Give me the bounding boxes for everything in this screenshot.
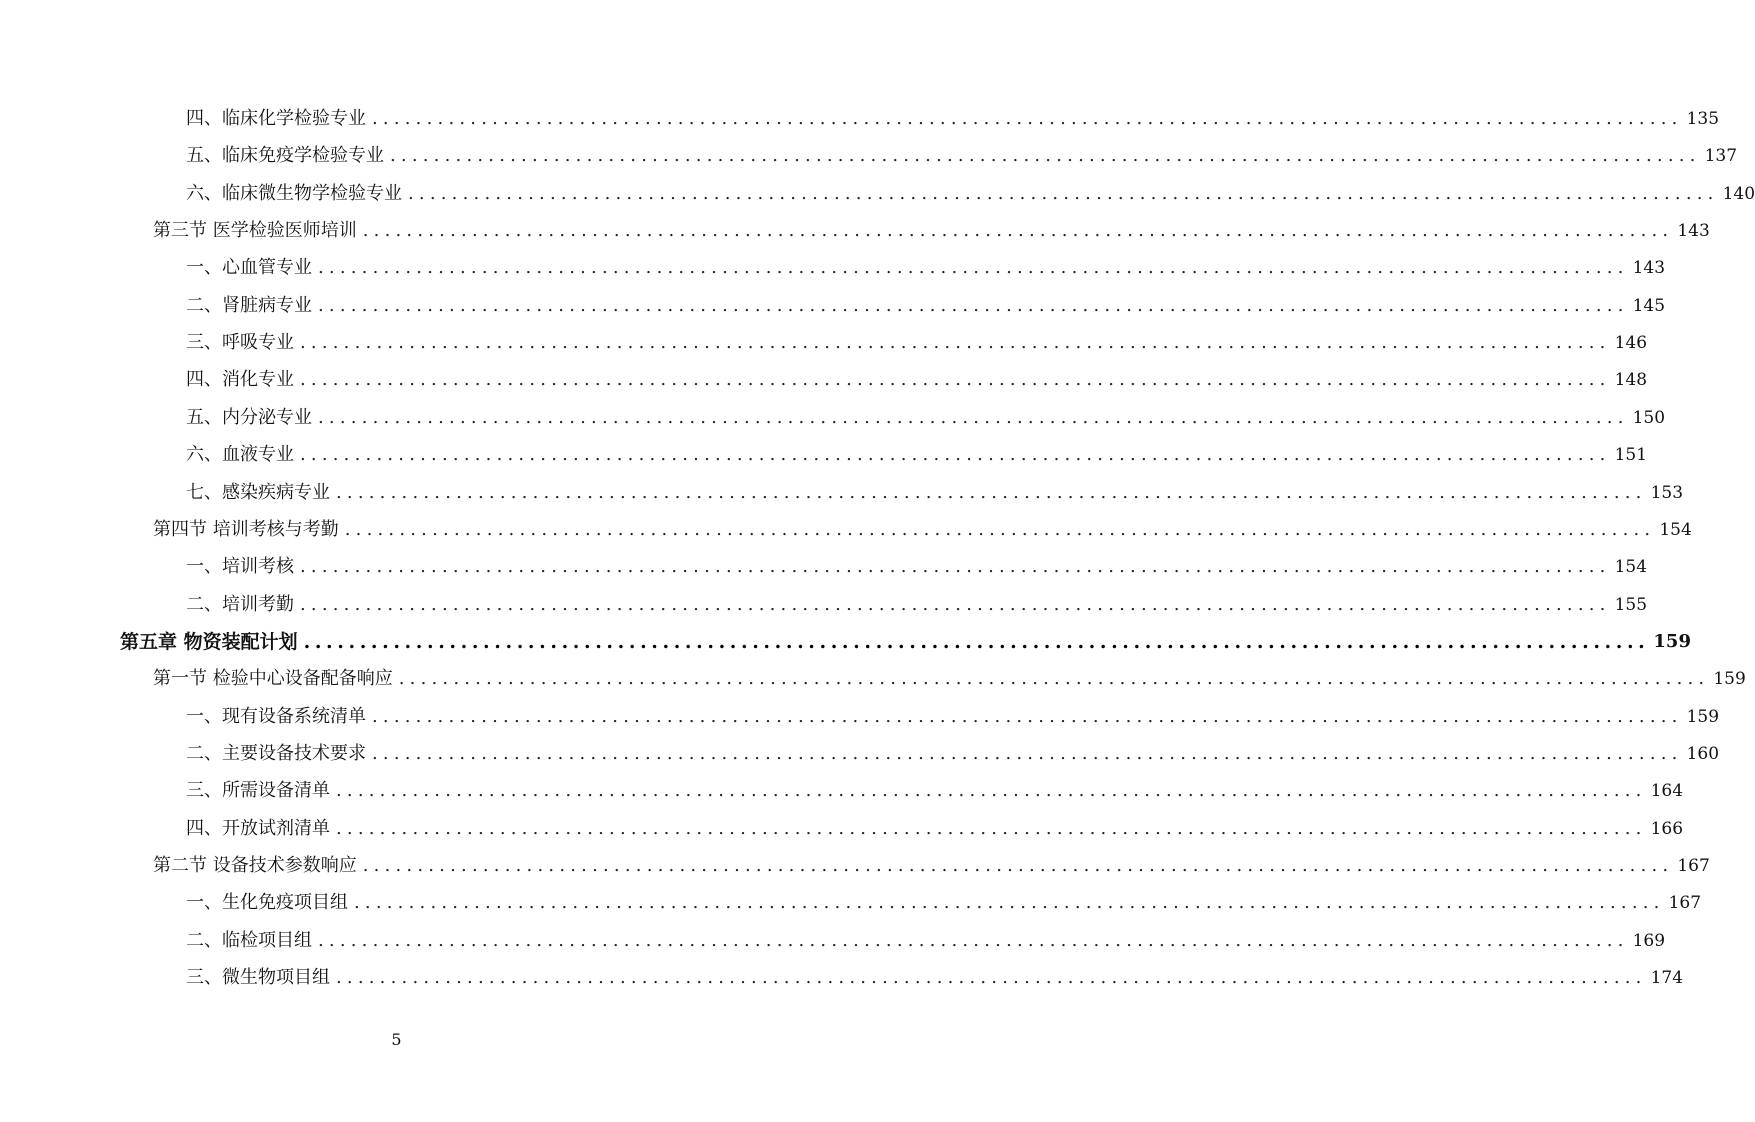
dot-leader: ........................................................................................................................ (372, 705, 1683, 727)
dot-leader: ........................................................................................................................ (318, 257, 1629, 279)
dot-leader: ........................................................................................................................ (318, 294, 1629, 316)
toc-entry-label: 第四节 培训考核与考勤 (153, 518, 339, 540)
toc-entry-page-number: 150 (1632, 407, 1666, 428)
toc-section-entry (153, 215, 1710, 247)
toc-entry-page-number: 135 (1686, 109, 1720, 129)
toc-entry-page-number: 164 (1650, 781, 1684, 802)
dot-leader: ........................................................................................................................ (354, 892, 1665, 914)
dot-leader: ........................................................................................................................ (372, 108, 1683, 129)
dot-leader: ........................................................................................................................ (344, 518, 1656, 540)
toc-entry-label: 五、内分泌专业 (186, 406, 312, 428)
toc-entry-page-number: 140 (1722, 183, 1755, 204)
toc-entry-label: 二、肾脏病专业 (186, 294, 312, 316)
toc-entry-label: 第一节 检验中心设备配备响应 (153, 668, 393, 690)
toc-entry-page-number: 167 (1677, 856, 1710, 876)
toc-entry-label: 六、临床微生物学检验专业 (186, 182, 402, 204)
toc-entry-page-number: 159 (1653, 630, 1691, 652)
toc-chapter-entry (120, 626, 1691, 658)
toc-item-entry (186, 962, 1684, 994)
toc-item-entry (186, 477, 1684, 509)
toc-item-entry (186, 252, 1666, 284)
toc-item-entry (186, 364, 1648, 396)
toc-entry-label: 一、现有设备系统清单 (186, 705, 366, 727)
toc-item-entry (186, 551, 1648, 583)
dot-leader: ........................................................................................................................ (336, 817, 1647, 839)
toc-entry-page-number: 169 (1632, 930, 1666, 951)
toc-section-entry (153, 850, 1710, 882)
toc-entry-page-number: 174 (1650, 968, 1684, 989)
dot-leader: ........................................................................................................................ (300, 444, 1611, 466)
toc-item-entry (186, 813, 1684, 845)
toc-entry-label: 一、培训考核 (186, 556, 294, 578)
toc-section-entry (153, 663, 1746, 695)
toc-entry-page-number: 137 (1704, 146, 1738, 167)
toc-item-entry (186, 887, 1702, 919)
dot-leader: ........................................................................................................................ (408, 182, 1719, 204)
toc-entry-label: 二、培训考勤 (186, 593, 294, 615)
toc-entry-page-number: 166 (1650, 818, 1684, 839)
dot-leader: ........................................................................................................................ (362, 220, 1674, 242)
toc-entry-label: 四、消化专业 (186, 369, 294, 391)
dot-leader: ........................................................................................................................ (318, 406, 1629, 428)
toc-entry-page-number: 155 (1614, 594, 1648, 615)
toc-item-entry (186, 103, 1720, 135)
toc-item-entry (186, 775, 1684, 807)
toc-entry-page-number: 154 (1659, 519, 1692, 540)
toc-entry-page-number: 151 (1614, 445, 1648, 466)
toc-entry-page-number: 148 (1614, 370, 1648, 391)
toc-item-entry (186, 402, 1666, 434)
toc-entry-label: 七、感染疾病专业 (186, 481, 330, 503)
toc-item-entry (186, 327, 1648, 359)
toc-item-entry (186, 290, 1666, 322)
toc-entry-page-number: 159 (1713, 669, 1746, 690)
toc-entry-label: 四、开放试剂清单 (186, 817, 330, 839)
toc-item-entry (186, 140, 1738, 172)
toc-section-entry (153, 514, 1692, 546)
dot-leader: ........................................................................................................................ (336, 481, 1647, 503)
toc-entry-label: 三、呼吸专业 (186, 332, 294, 354)
toc-entry-label: 三、所需设备清单 (186, 780, 330, 802)
toc-item-entry (186, 589, 1648, 621)
toc-entry-label: 五、临床免疫学检验专业 (186, 145, 384, 167)
toc-entry-page-number: 167 (1668, 893, 1702, 914)
dot-leader: ........................................................................................................................ (300, 332, 1611, 354)
dot-leader: ........................................................................................................................ (318, 929, 1629, 951)
toc-entry-label: 第五章 物资装配计划 (120, 630, 298, 653)
toc-entry-label: 四、临床化学检验专业 (186, 108, 366, 129)
toc-entry-label: 一、心血管专业 (186, 257, 312, 279)
dot-leader: ........................................................................................................................ (300, 593, 1611, 615)
toc-item-entry (186, 925, 1666, 957)
toc-entry-page-number: 145 (1632, 295, 1666, 316)
toc-item-entry (186, 178, 1755, 210)
toc-entry-label: 三、微生物项目组 (186, 967, 330, 989)
toc-entry-page-number: 153 (1650, 482, 1684, 503)
toc-item-entry (186, 738, 1720, 770)
dot-leader: ........................................................................................................................ (398, 668, 1710, 690)
toc-entry-label: 六、血液专业 (186, 444, 294, 466)
toc-entry-label: 二、主要设备技术要求 (186, 742, 366, 764)
dot-leader: ........................................................................................................................ (336, 780, 1647, 802)
toc-entry-label: 第二节 设备技术参数响应 (153, 855, 357, 876)
dot-leader: ........................................................................................................................ (303, 630, 1650, 653)
dot-leader: ........................................................................................................................ (300, 556, 1611, 578)
toc-item-entry (186, 439, 1648, 471)
toc-entry-page-number: 159 (1686, 706, 1720, 727)
dot-leader: ........................................................................................................................ (300, 369, 1611, 391)
dot-leader: ........................................................................................................................ (372, 742, 1683, 764)
dot-leader: ........................................................................................................................ (336, 967, 1647, 989)
toc-entry-label: 二、临检项目组 (186, 929, 312, 951)
toc-item-entry (186, 701, 1720, 733)
toc-entry-label: 一、生化免疫项目组 (186, 892, 348, 914)
toc-entry-page-number: 154 (1614, 557, 1648, 578)
page-number: 5 (391, 1030, 402, 1049)
toc-entry-page-number: 160 (1686, 743, 1720, 764)
toc-entry-label: 第三节 医学检验医师培训 (153, 220, 357, 242)
toc-entry-page-number: 146 (1614, 333, 1648, 354)
toc-entry-page-number: 143 (1632, 258, 1666, 279)
dot-leader: ........................................................................................................................ (362, 855, 1674, 876)
dot-leader: ........................................................................................................................ (390, 145, 1701, 167)
toc-entry-page-number: 143 (1677, 221, 1710, 242)
